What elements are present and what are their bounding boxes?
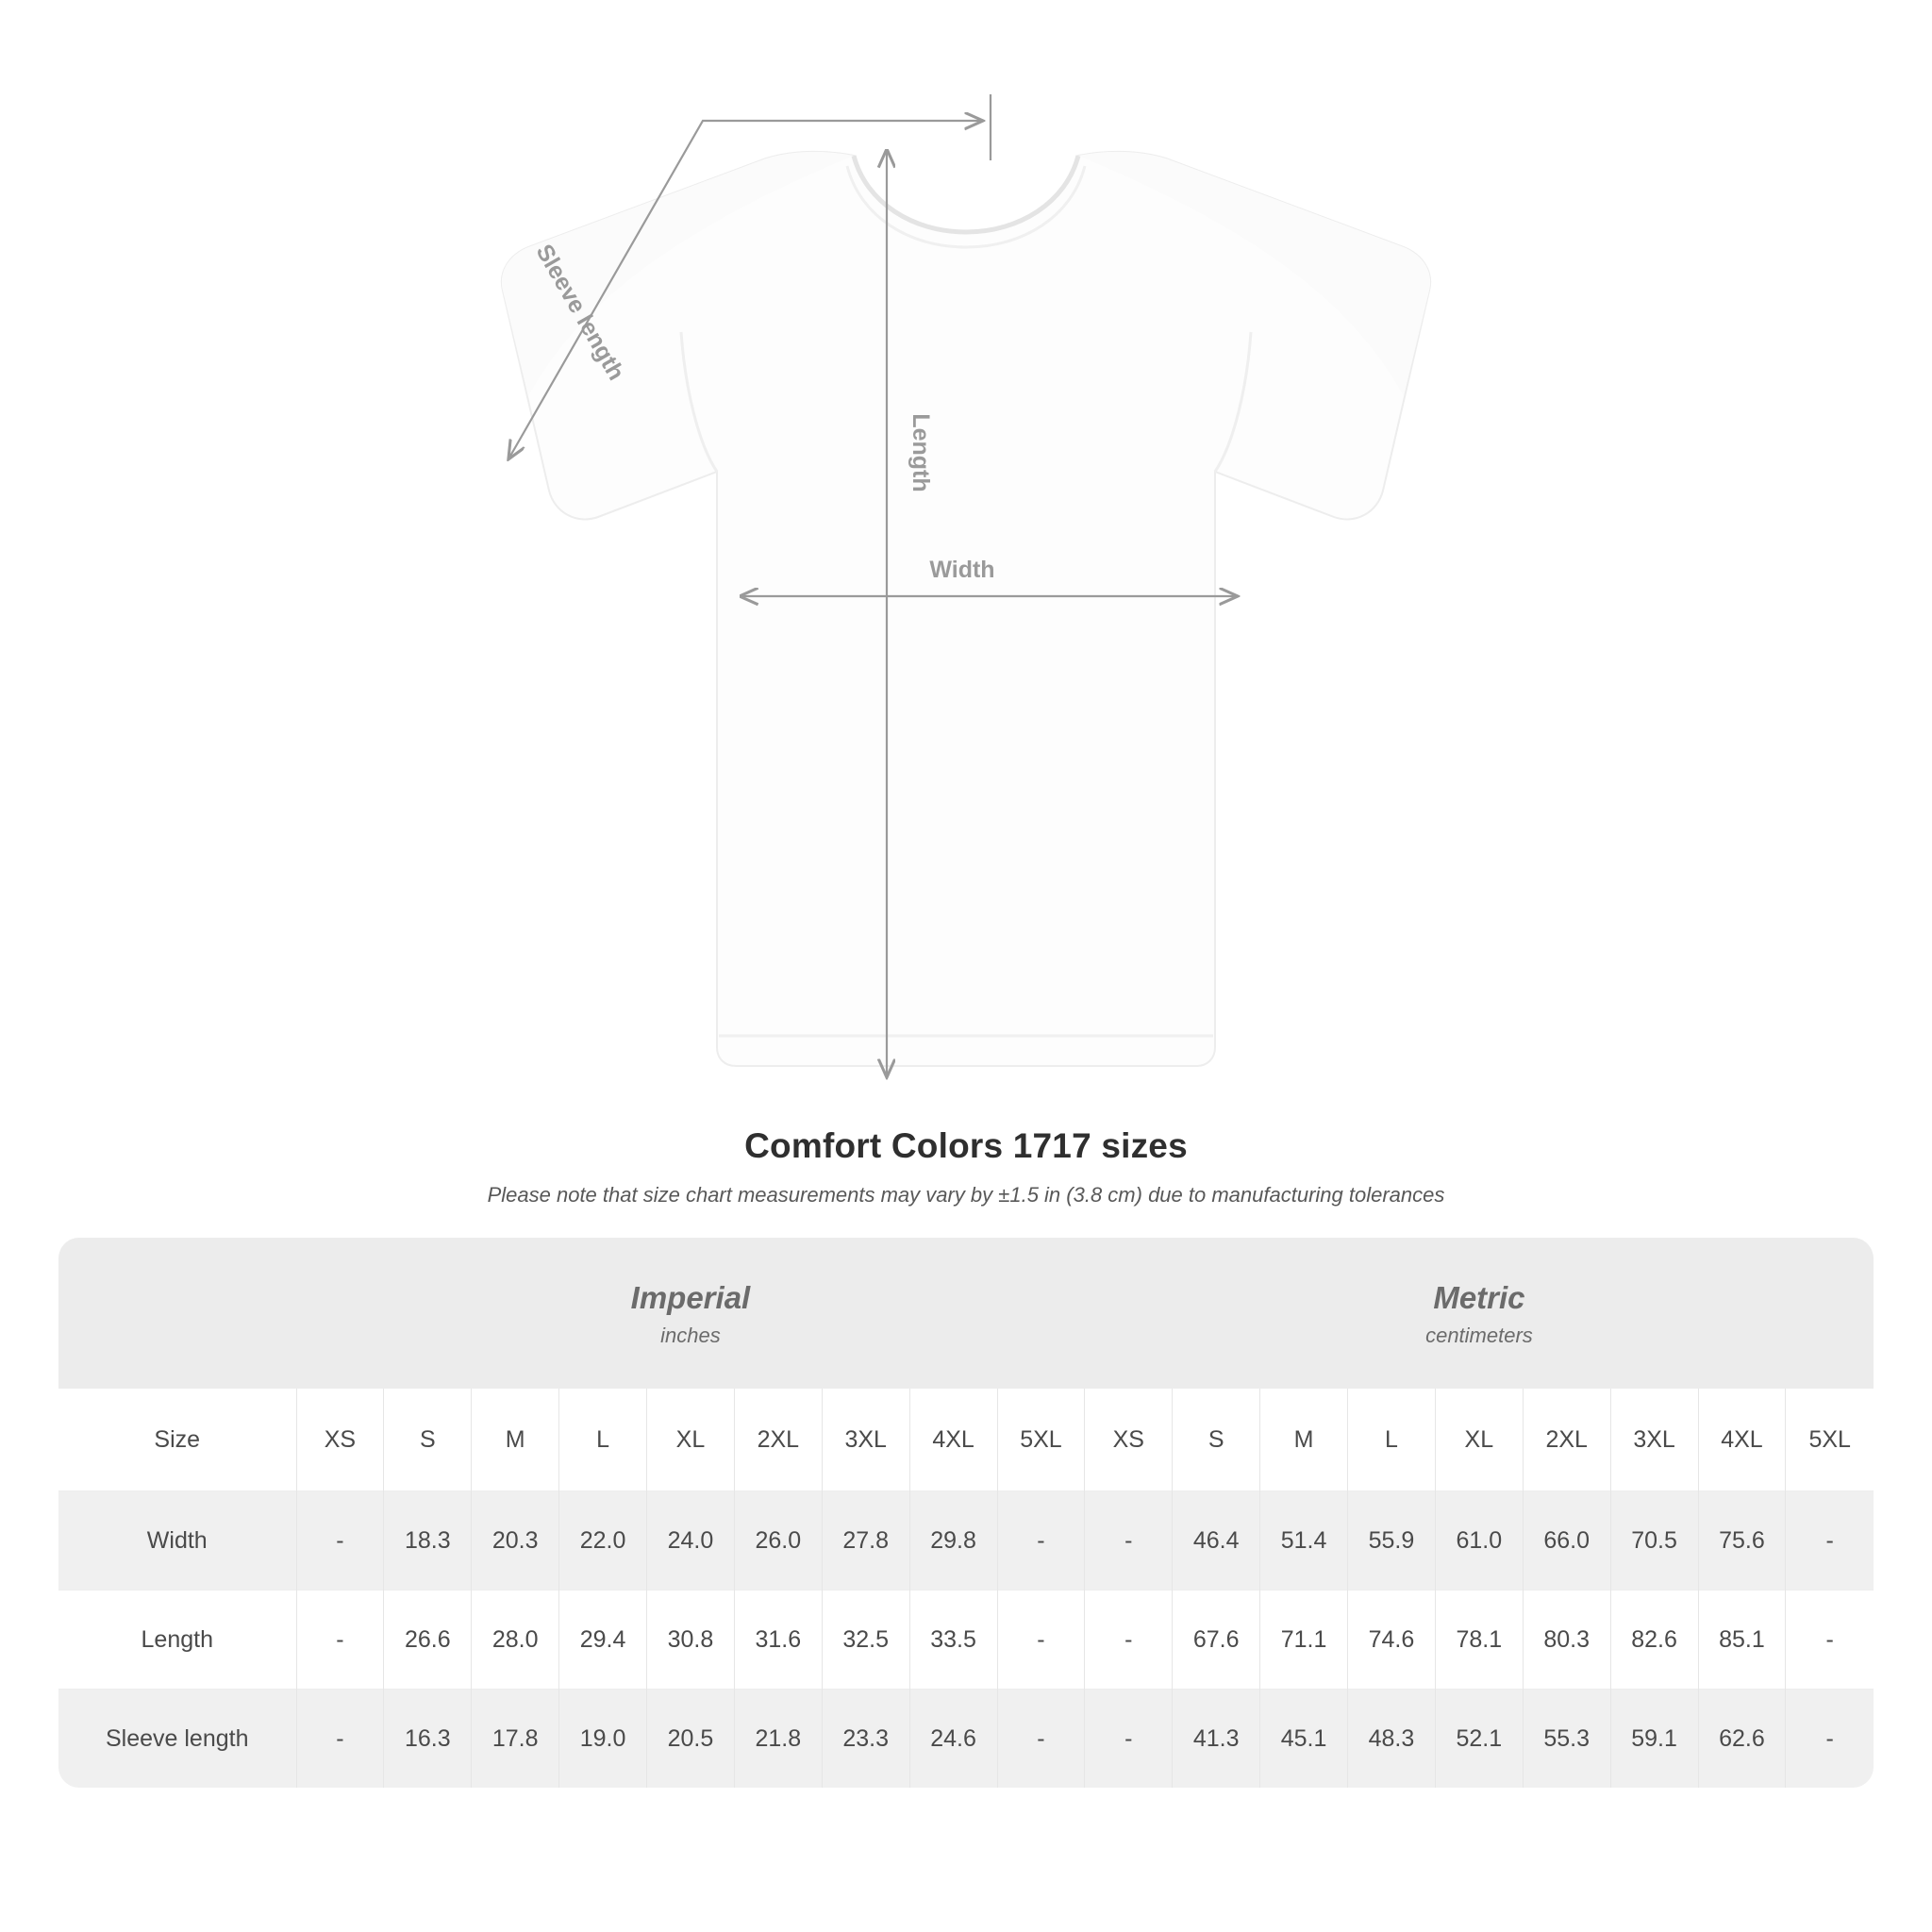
- cell-width-metric-xs: -: [1085, 1491, 1173, 1591]
- cell-width-imperial-s: 18.3: [384, 1491, 472, 1591]
- cell-width-imperial-5xl: -: [997, 1491, 1085, 1591]
- size-col-imperial-5xl: 5XL: [997, 1389, 1085, 1491]
- cell-width-metric-s: 46.4: [1173, 1491, 1260, 1591]
- cell-length-metric-2xl: 80.3: [1523, 1591, 1610, 1690]
- size-col-imperial-xl: XL: [647, 1389, 735, 1491]
- cell-sleeve-metric-5xl: -: [1786, 1690, 1874, 1789]
- cell-sleeve-metric-3xl: 59.1: [1610, 1690, 1698, 1789]
- cell-length-imperial-l: 29.4: [559, 1591, 647, 1690]
- cell-width-metric-l: 55.9: [1348, 1491, 1436, 1591]
- cell-length-metric-xl: 78.1: [1435, 1591, 1523, 1690]
- cell-width-imperial-4xl: 29.8: [909, 1491, 997, 1591]
- size-header-label: Size: [58, 1389, 296, 1491]
- cell-sleeve-metric-xs: -: [1085, 1690, 1173, 1789]
- unit-group-metric-name: Metric: [1433, 1280, 1525, 1316]
- cell-sleeve-metric-l: 48.3: [1348, 1690, 1436, 1789]
- cell-sleeve-imperial-xs: -: [296, 1690, 384, 1789]
- size-col-metric-3xl: 3XL: [1610, 1389, 1698, 1491]
- table-row: [58, 1591, 1874, 1690]
- size-col-metric-s: S: [1173, 1389, 1260, 1491]
- size-header-row: [58, 1389, 1874, 1491]
- cell-length-metric-m: 71.1: [1260, 1591, 1348, 1690]
- cell-length-metric-l: 74.6: [1348, 1591, 1436, 1690]
- size-col-imperial-4xl: 4XL: [909, 1389, 997, 1491]
- cell-width-imperial-3xl: 27.8: [822, 1491, 909, 1591]
- cell-sleeve-metric-xl: 52.1: [1435, 1690, 1523, 1789]
- unit-group-imperial-unit: inches: [660, 1323, 721, 1347]
- size-col-metric-4xl: 4XL: [1698, 1389, 1786, 1491]
- size-col-metric-l: L: [1348, 1389, 1436, 1491]
- size-col-metric-2xl: 2XL: [1523, 1389, 1610, 1491]
- row-label-width: Width: [58, 1491, 296, 1591]
- row-label-length: Length: [58, 1591, 296, 1690]
- table-row: [58, 1491, 1874, 1591]
- unit-group-metric: [1085, 1238, 1874, 1389]
- cell-width-imperial-m: 20.3: [472, 1491, 559, 1591]
- unit-header-row: [58, 1238, 1874, 1389]
- size-col-metric-xs: XS: [1085, 1389, 1173, 1491]
- size-col-metric-xl: XL: [1435, 1389, 1523, 1491]
- cell-sleeve-metric-m: 45.1: [1260, 1690, 1348, 1789]
- unit-group-metric-unit: centimeters: [1425, 1323, 1533, 1347]
- cell-length-metric-5xl: -: [1786, 1591, 1874, 1690]
- cell-length-imperial-xl: 30.8: [647, 1591, 735, 1690]
- size-col-metric-5xl: 5XL: [1786, 1389, 1874, 1491]
- cell-length-imperial-m: 28.0: [472, 1591, 559, 1690]
- cell-sleeve-imperial-m: 17.8: [472, 1690, 559, 1789]
- cell-width-metric-xl: 61.0: [1435, 1491, 1523, 1591]
- page-title: Comfort Colors 1717 sizes: [744, 1126, 1188, 1165]
- size-table: [58, 1238, 1874, 1788]
- cell-width-imperial-2xl: 26.0: [734, 1491, 822, 1591]
- cell-sleeve-imperial-4xl: 24.6: [909, 1690, 997, 1789]
- cell-width-metric-5xl: -: [1786, 1491, 1874, 1591]
- table-row: [58, 1690, 1874, 1789]
- cell-length-imperial-5xl: -: [997, 1591, 1085, 1690]
- cell-width-metric-2xl: 66.0: [1523, 1491, 1610, 1591]
- cell-sleeve-imperial-s: 16.3: [384, 1690, 472, 1789]
- cell-sleeve-imperial-l: 19.0: [559, 1690, 647, 1789]
- cell-length-imperial-3xl: 32.5: [822, 1591, 909, 1690]
- cell-sleeve-imperial-3xl: 23.3: [822, 1690, 909, 1789]
- size-col-imperial-s: S: [384, 1389, 472, 1491]
- width-label: Width: [929, 557, 995, 583]
- cell-sleeve-imperial-5xl: -: [997, 1690, 1085, 1789]
- size-col-imperial-l: L: [559, 1389, 647, 1491]
- cell-sleeve-imperial-xl: 20.5: [647, 1690, 735, 1789]
- row-label-sleeve-length: Sleeve length: [58, 1690, 296, 1789]
- cell-width-imperial-xl: 24.0: [647, 1491, 735, 1591]
- cell-width-metric-4xl: 75.6: [1698, 1491, 1786, 1591]
- cell-width-metric-m: 51.4: [1260, 1491, 1348, 1591]
- page-subtitle: Please note that size chart measurements may vary by ±1.5 in (3.8 cm) due to manufacturing tolerances: [487, 1183, 1445, 1207]
- tshirt-shape: [502, 152, 1430, 1066]
- cell-length-metric-s: 67.6: [1173, 1591, 1260, 1690]
- cell-length-metric-xs: -: [1085, 1591, 1173, 1690]
- cell-sleeve-metric-4xl: 62.6: [1698, 1690, 1786, 1789]
- cell-sleeve-metric-s: 41.3: [1173, 1690, 1260, 1789]
- cell-width-metric-3xl: 70.5: [1610, 1491, 1698, 1591]
- cell-width-imperial-xs: -: [296, 1491, 384, 1591]
- cell-length-imperial-s: 26.6: [384, 1591, 472, 1690]
- cell-length-imperial-4xl: 33.5: [909, 1591, 997, 1690]
- size-table-wrapper: [58, 1238, 1874, 1788]
- unit-group-imperial-name: Imperial: [630, 1280, 751, 1316]
- length-label: Length: [908, 413, 934, 492]
- cell-length-metric-4xl: 85.1: [1698, 1591, 1786, 1690]
- size-col-imperial-xs: XS: [296, 1389, 384, 1491]
- cell-length-imperial-xs: -: [296, 1591, 384, 1690]
- size-col-metric-m: M: [1260, 1389, 1348, 1491]
- cell-sleeve-imperial-2xl: 21.8: [734, 1690, 822, 1789]
- cell-length-metric-3xl: 82.6: [1610, 1591, 1698, 1690]
- size-col-imperial-3xl: 3XL: [822, 1389, 909, 1491]
- unit-corner-cell: [58, 1238, 296, 1389]
- size-col-imperial-m: M: [472, 1389, 559, 1491]
- cell-sleeve-metric-2xl: 55.3: [1523, 1690, 1610, 1789]
- sleeve-length-label: Sleeve length: [530, 240, 630, 385]
- cell-length-imperial-2xl: 31.6: [734, 1591, 822, 1690]
- unit-group-imperial: [296, 1238, 1085, 1389]
- cell-width-imperial-l: 22.0: [559, 1491, 647, 1591]
- size-col-imperial-2xl: 2XL: [734, 1389, 822, 1491]
